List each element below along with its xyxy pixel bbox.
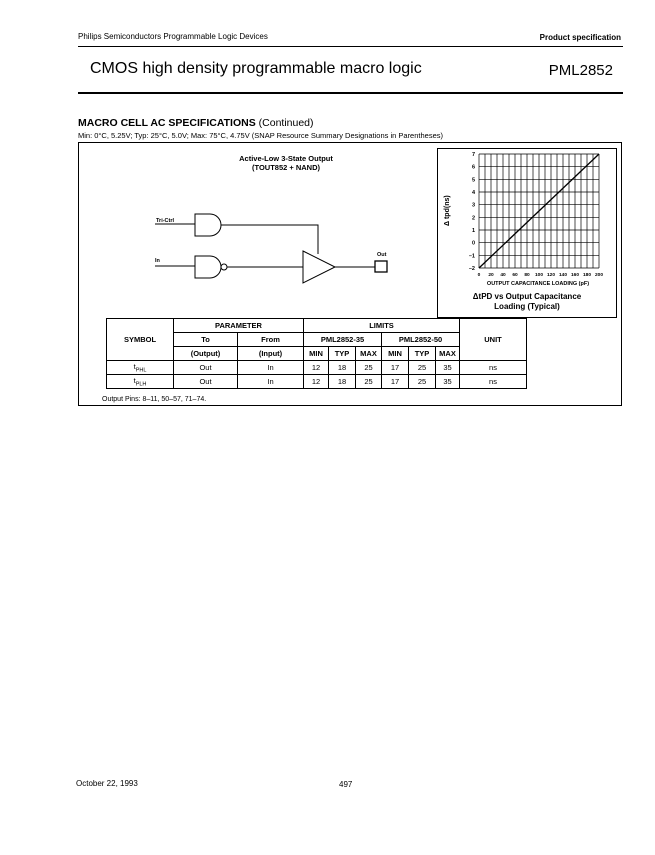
circuit-title	[234, 154, 338, 172]
footer-date: October 22, 1993	[76, 779, 138, 788]
to-cell: Out	[174, 361, 238, 375]
x-tick-label: 20	[488, 273, 494, 278]
x-tick-label: 0	[477, 273, 481, 278]
circuit-title-line1: Active-Low 3-State Output	[239, 154, 333, 163]
output-header: (Output)	[174, 347, 238, 361]
x-tick-label: 80	[524, 273, 530, 278]
part-number: PML2852	[548, 62, 613, 79]
table-row	[107, 361, 527, 375]
tri-state-buffer	[303, 251, 335, 283]
from-header: From	[238, 333, 304, 347]
conditions-line: Min: 0°C, 5.25V; Typ: 25°C, 5.0V; Max: 75°C, 4.75V (SNAP Resource Summary Designations in Parentheses)	[78, 131, 443, 140]
graph-caption-line2: Loading (Typical)	[494, 302, 560, 311]
limits-header: LIMITS	[304, 319, 460, 333]
header-right: Product specification	[539, 33, 621, 42]
section-title: MACRO CELL AC SPECIFICATIONS	[78, 117, 256, 129]
in-label: In	[155, 258, 160, 264]
delta-tpd-chart	[437, 148, 617, 280]
graph-caption	[437, 292, 617, 312]
section-heading	[78, 117, 314, 129]
out-label: Out	[377, 252, 387, 258]
header-rule	[78, 46, 623, 47]
min-header: MIN	[304, 347, 329, 361]
symbol-cell: $t_{PHL}$	[107, 361, 174, 375]
graph-y-label: Δ tpd(ns)	[444, 195, 451, 226]
max-header: MAX	[356, 347, 382, 361]
tri-ctrl-and-gate	[195, 214, 221, 236]
x-tick-label: 160	[570, 273, 580, 278]
x-tick-label: 40	[500, 273, 506, 278]
table-header-row	[107, 319, 527, 333]
x-tick-label: 100	[534, 273, 544, 278]
spec-table	[106, 318, 527, 389]
y-tick-label: 7	[471, 152, 475, 158]
output-pins-note: Output Pins: 8–11, 50–57, 71–74.	[102, 396, 207, 403]
x-tick-label: 180	[582, 273, 592, 278]
min-cell: 12	[304, 361, 329, 375]
unit-cell: ns	[460, 361, 527, 375]
y-tick-label: 3	[471, 202, 475, 209]
y-tick-label: 5	[471, 177, 475, 184]
table-row	[107, 375, 527, 389]
min-header: MIN	[382, 347, 409, 361]
typ-cell: 18	[329, 375, 356, 389]
max-cell: 35	[436, 375, 460, 389]
enable-wire	[221, 225, 318, 254]
max-header: MAX	[436, 347, 460, 361]
typ-cell: 25	[409, 361, 436, 375]
y-tick-label: 2	[471, 215, 475, 222]
title-rule	[78, 92, 623, 94]
y-tick-label: 6	[471, 164, 475, 171]
circuit-diagram	[150, 200, 410, 290]
from-cell: In	[238, 361, 304, 375]
from-cell: In	[238, 375, 304, 389]
y-tick-label: –1	[468, 253, 475, 260]
x-tick-label: 200	[594, 273, 604, 278]
x-tick-label: 120	[546, 273, 556, 278]
to-header: To	[174, 333, 238, 347]
graph-caption-line1: ΔtPD vs Output Capacitance	[472, 292, 582, 301]
y-tick-label: 1	[471, 228, 475, 234]
section-continued: (Continued)	[258, 117, 314, 129]
min-cell: 17	[382, 361, 409, 375]
typ-header: TYP	[409, 347, 436, 361]
x-tick-label: 140	[558, 273, 568, 278]
max-cell: 25	[356, 375, 382, 389]
typ-header: TYP	[329, 347, 356, 361]
to-cell: Out	[174, 375, 238, 389]
graph-x-label: OUTPUT CAPACITANCE LOADING (pF)	[486, 281, 590, 287]
nand-bubble	[221, 264, 227, 270]
out-pin	[375, 261, 387, 272]
min-cell: 17	[382, 375, 409, 389]
tri-ctrl-label: Tri-Ctrl	[156, 218, 175, 224]
symbol-cell: $t_{PLH}$	[107, 375, 174, 389]
parameter-header: PARAMETER	[174, 319, 304, 333]
y-tick-label: 4	[471, 190, 475, 196]
pml2852-35-header: PML2852-35	[304, 333, 382, 347]
max-cell: 25	[356, 361, 382, 375]
input-header: (Input)	[238, 347, 304, 361]
typ-cell: 25	[409, 375, 436, 389]
max-cell: 35	[436, 361, 460, 375]
y-tick-label: –2	[468, 266, 475, 272]
unit-cell: ns	[460, 375, 527, 389]
min-cell: 12	[304, 375, 329, 389]
nand-gate	[195, 256, 221, 278]
unit-header: UNIT	[460, 319, 527, 361]
x-tick-label: 60	[512, 273, 518, 278]
y-tick-label: 0	[471, 240, 475, 247]
typ-cell: 18	[329, 361, 356, 375]
symbol-header: SYMBOL	[107, 319, 174, 361]
circuit-title-line2: (TOUT852 + NAND)	[252, 163, 320, 172]
header-left: Philips Semiconductors Programmable Logic Devices	[78, 32, 268, 41]
pml2852-50-header: PML2852-50	[382, 333, 460, 347]
page-number: 497	[339, 780, 353, 789]
document-title: CMOS high density programmable macro logic	[90, 60, 422, 77]
